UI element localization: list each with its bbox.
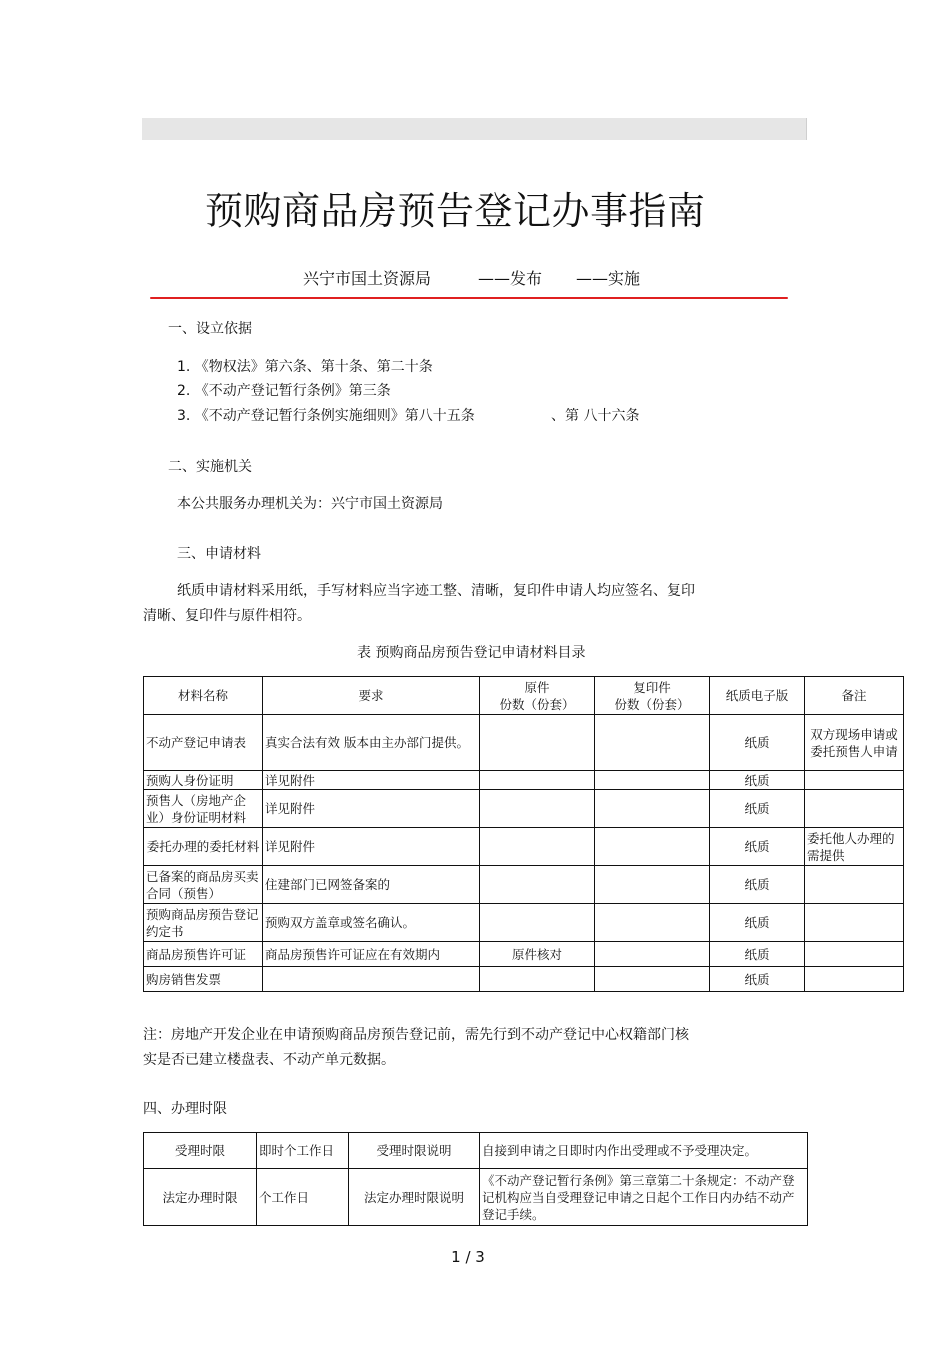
cell-note [805, 904, 904, 942]
cell-copy [595, 942, 710, 967]
table-row [144, 866, 904, 904]
agency-text: 本公共服务办理机关为：兴宁市国土资源局 [177, 496, 443, 512]
note-line1: 注：房地产开发企业在申请预购商品房预告登记前，需先行到不动产登记中心权籍部门核 [143, 1027, 689, 1043]
cell-label: 法定办理时限 [144, 1169, 257, 1226]
header-note: 备注 [805, 677, 904, 715]
cell-label: 受理时限 [144, 1133, 257, 1169]
cell-type: 纸质 [710, 904, 805, 942]
cell-req: 真实合法有效 版本由主办部门提供。 [263, 715, 480, 771]
title-divider [150, 297, 788, 299]
cell-value: 个工作日 [257, 1169, 349, 1226]
cell-orig [480, 904, 595, 942]
cell-name: 购房销售发票 [144, 967, 263, 992]
header-original-count: 原件 份数（份套） [480, 677, 595, 715]
cell-type: 纸质 [710, 828, 805, 866]
materials-paragraph-line1: 纸质申请材料采用纸，手写材料应当字迹工整、清晰，复印件申请人均应签名、复印 [177, 583, 695, 599]
table-row [144, 828, 904, 866]
header-requirement: 要求 [263, 677, 480, 715]
cell-type: 纸质 [710, 942, 805, 967]
implement-mark: ——实施 [576, 269, 641, 288]
cell-note [805, 866, 904, 904]
cell-type: 纸质 [710, 967, 805, 992]
publish-mark: ——发布 [478, 269, 543, 288]
cell-note: 双方现场申请或委托预售人申请 [805, 715, 904, 771]
publisher: 兴宁市国土资源局 [303, 269, 432, 288]
header-format: 纸质电子版 [710, 677, 805, 715]
cell-req: 详见附件 [263, 790, 480, 828]
document-title: 预购商品房预告登记办事指南 [205, 189, 706, 233]
page-header-bar [142, 118, 807, 140]
cell-copy [595, 866, 710, 904]
cell-copy [595, 828, 710, 866]
cell-note: 委托他人办理的需提供 [805, 828, 904, 866]
cell-req: 商品房预售许可证应在有效期内 [263, 942, 480, 967]
cell-req: 住建部门已网签备案的 [263, 866, 480, 904]
section-3-heading: 三、申请材料 [177, 546, 261, 562]
cell-note [805, 771, 904, 790]
cell-name: 委托办理的委托材料 [144, 828, 263, 866]
cell-type: 纸质 [710, 866, 805, 904]
cell-description: 自接到申请之日即时内作出受理或不予受理决定。 [480, 1133, 808, 1169]
basis-item-3-cont: 、第 八十六条 [551, 408, 640, 424]
table-row [144, 942, 904, 967]
note-line2: 实是否已建立楼盘表、不动产单元数据。 [143, 1052, 395, 1068]
basis-item-3: 3. 《不动产登记暂行条例实施细则》第八十五条 [177, 408, 475, 424]
table-header-row [144, 677, 904, 715]
cell-copy [595, 904, 710, 942]
cell-name: 商品房预售许可证 [144, 942, 263, 967]
table-row [144, 771, 904, 790]
time-limit-table [143, 1132, 808, 1226]
cell-description: 《不动产登记暂行条例》第三章第二十条规定：不动产登记机构应当自受理登记申请之日起个工作日内办结不动产登记手续。 [480, 1169, 808, 1226]
table-row [144, 1169, 808, 1226]
cell-req: 预购双方盖章或签名确认。 [263, 904, 480, 942]
cell-orig [480, 828, 595, 866]
header-material-name: 材料名称 [144, 677, 263, 715]
basis-item-2: 2. 《不动产登记暂行条例》第三条 [177, 383, 391, 399]
cell-req: 详见附件 [263, 828, 480, 866]
cell-name: 已备案的商品房买卖合同（预售） [144, 866, 263, 904]
cell-type: 纸质 [710, 790, 805, 828]
section-2-heading: 二、实施机关 [168, 459, 252, 475]
cell-note [805, 942, 904, 967]
cell-req: 详见附件 [263, 771, 480, 790]
cell-name: 预购商品房预告登记约定书 [144, 904, 263, 942]
cell-note [805, 790, 904, 828]
cell-label: 受理时限说明 [349, 1133, 480, 1169]
section-4-heading: 四、办理时限 [143, 1101, 227, 1117]
header-copy-count: 复印件 份数（份套） [595, 677, 710, 715]
table-row [144, 967, 904, 992]
cell-copy [595, 715, 710, 771]
cell-name: 不动产登记申请表 [144, 715, 263, 771]
basis-item-1: 1. 《物权法》第六条、第十条、第二十条 [177, 359, 433, 375]
cell-copy [595, 967, 710, 992]
cell-note [805, 967, 904, 992]
cell-orig [480, 866, 595, 904]
cell-name: 预购人身份证明 [144, 771, 263, 790]
table-row [144, 790, 904, 828]
cell-orig [480, 715, 595, 771]
cell-type: 纸质 [710, 771, 805, 790]
cell-orig [480, 790, 595, 828]
cell-name: 预售人（房地产企业）身份证明材料 [144, 790, 263, 828]
cell-orig: 原件核对 [480, 942, 595, 967]
table-row [144, 1133, 808, 1169]
cell-orig [480, 771, 595, 790]
page-number: 1 / 3 [451, 1248, 485, 1266]
section-1-heading: 一、设立依据 [168, 321, 252, 337]
table-row [144, 904, 904, 942]
cell-orig [480, 967, 595, 992]
cell-value: 即时个工作日 [257, 1133, 349, 1169]
cell-type: 纸质 [710, 715, 805, 771]
materials-table [143, 676, 904, 992]
cell-label: 法定办理时限说明 [349, 1169, 480, 1226]
cell-copy [595, 771, 710, 790]
cell-copy [595, 790, 710, 828]
table-row [144, 715, 904, 771]
table-caption: 表 预购商品房预告登记申请材料目录 [357, 645, 586, 661]
materials-paragraph-line2: 清晰、复印件与原件相符。 [143, 608, 311, 624]
cell-req [263, 967, 480, 992]
